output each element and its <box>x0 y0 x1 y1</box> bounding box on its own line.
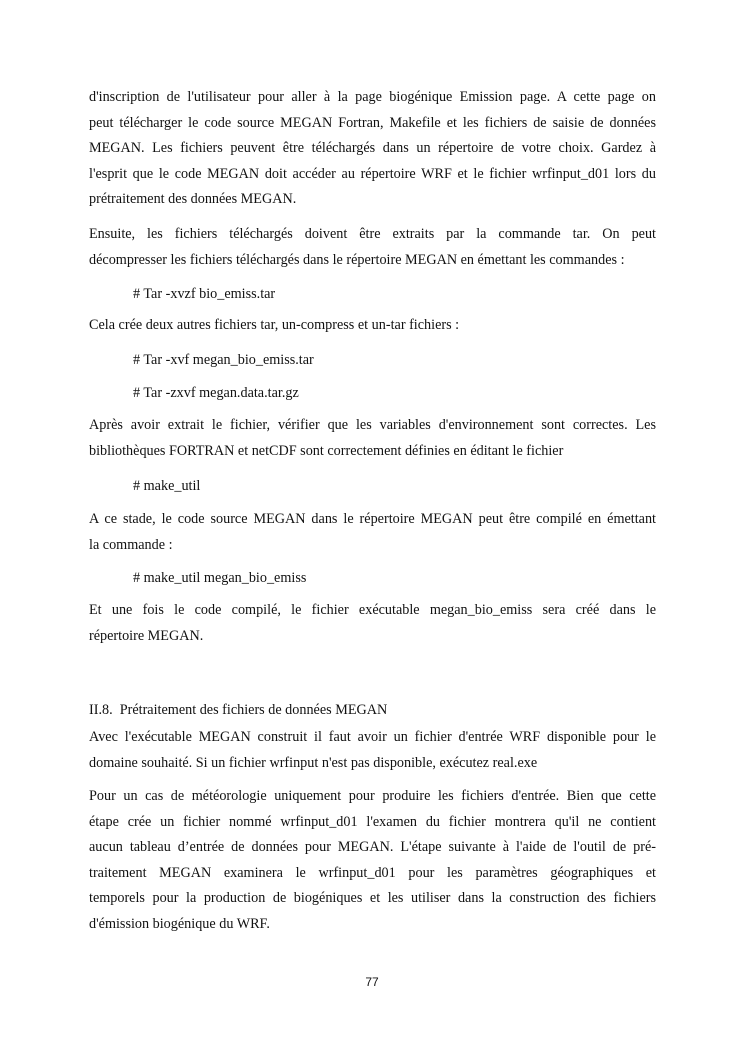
text-line: Cela crée deux autres fichiers tar, un-compress et un-tar fichiers : <box>89 317 460 333</box>
command-untar-bio-emiss: # Tar -xvzf bio_emiss.tar <box>133 286 276 302</box>
command-untar-megan-bio-emiss: # Tar -xvf megan_bio_emiss.tar <box>133 352 314 368</box>
command-make-util-megan: # make_util megan_bio_emiss <box>133 570 307 586</box>
text-line: A ce stade, le code source MEGAN dans le répertoire MEGAN peut être compilé en émettant <box>89 511 656 527</box>
text-line: aucun tableau d’entrée de données pour MEGAN. L'étape suivante à l'aide de l'outil de pré- <box>89 839 656 855</box>
text-line: MEGAN. Les fichiers peuvent être téléchargés dans un répertoire de votre choix. Gardez à <box>89 140 656 156</box>
text-line: Pour un cas de météorologie uniquement pour produire les fichiers d'entrée. Bien que cette <box>89 788 656 804</box>
text-line: Et une fois le code compilé, le fichier exécutable megan_bio_emiss sera créé dans le <box>89 602 656 618</box>
paragraph-extract <box>89 222 656 273</box>
paragraph-creates-tar <box>89 313 656 339</box>
text-line: Avec l'exécutable MEGAN construit il faut avoir un fichier d'entrée WRF disponible pour le <box>89 729 656 745</box>
paragraph-meteorology <box>89 784 656 937</box>
text-line: la commande : <box>89 536 173 553</box>
text-line: traitement MEGAN examinera le wrfinput_d01 pour les paramètres géographiques et <box>89 864 656 881</box>
text-line: bibliothèques FORTRAN et netCDF sont correctement définies en éditant le fichier <box>89 442 564 459</box>
paragraph-executable <box>89 598 656 649</box>
text-line: répertoire MEGAN. <box>89 627 204 644</box>
text-line: temporels pour la production de biogéniques et les utiliser dans la construction des fichiers <box>89 890 656 906</box>
section-heading: II.8. Prétraitement des fichiers de données MEGAN <box>89 702 388 718</box>
paragraph-environment <box>89 413 656 464</box>
command-untar-megan-data: # Tar -zxvf megan.data.tar.gz <box>133 385 299 401</box>
text-line: d'émission biogénique du WRF. <box>89 915 270 932</box>
text-line: Ensuite, les fichiers téléchargés doivent être extraits par la commande tar. On peut <box>89 226 656 242</box>
paragraph-intro <box>89 85 656 213</box>
text-line: Après avoir extrait le fichier, vérifier que les variables d'environnement sont correctes. Les <box>89 417 656 433</box>
text-line: prétraitement des données MEGAN. <box>89 191 297 207</box>
text-line: d'inscription de l'utilisateur pour aller à la page biogénique Emission page. A cette page on <box>89 89 656 105</box>
text-line: peut télécharger le code source MEGAN Fortran, Makefile et les fichiers de saisie de données <box>89 114 656 131</box>
page-number: 77 <box>365 975 379 989</box>
paragraph-wrf-input <box>89 725 656 776</box>
text-line: l'esprit que le code MEGAN doit accéder au répertoire WRF et le fichier wrfinput_d01 lors du <box>89 165 656 182</box>
text-line: étape crée un fichier nommé wrfinput_d01 l'examen du fichier montrera qu'il ne contient <box>89 813 656 830</box>
command-make-util: # make_util <box>133 478 201 494</box>
text-line: décompresser les fichiers téléchargés dans le répertoire MEGAN en émettant les commandes : <box>89 251 625 268</box>
paragraph-compile <box>89 507 656 558</box>
text-line: domaine souhaité. Si un fichier wrfinput n'est pas disponible, exécutez real.exe <box>89 754 538 771</box>
